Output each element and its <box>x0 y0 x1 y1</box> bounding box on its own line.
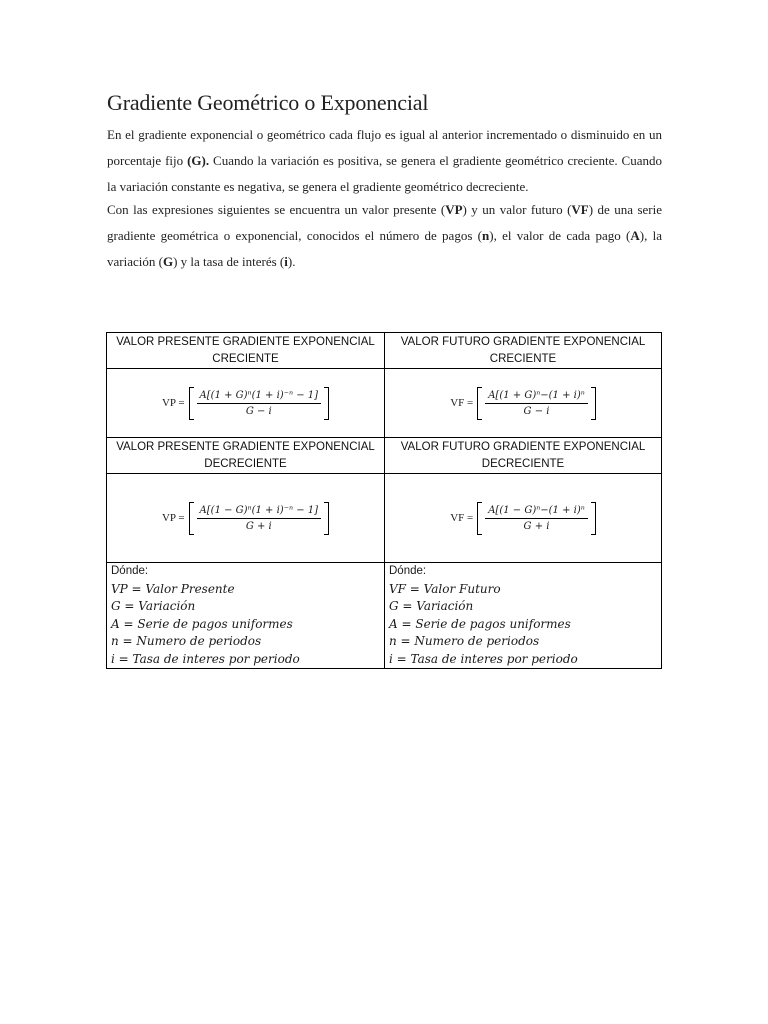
formula-row-decreciente <box>107 474 662 563</box>
p2-text-3: ) de una serie gradiente geométrica o exponencial, conocidos el número de pagos ( <box>107 202 662 243</box>
p2-text-6: ) y la tasa de interés ( <box>173 254 285 269</box>
header-vf-decreciente: VALOR FUTURO GRADIENTE EXPONENCIAL DECRECIENTE <box>385 438 662 474</box>
formula-fraction <box>485 505 588 532</box>
p2-text-7: ). <box>287 254 296 269</box>
p2-text-1: Con las expresiones siguientes se encuentra un valor presente ( <box>107 202 446 217</box>
formula-bracket <box>477 390 596 417</box>
p1-bold-g: (G). <box>187 153 210 168</box>
formula-cell-vf-decreciente <box>385 474 662 563</box>
header-row-creciente <box>107 333 662 369</box>
formula-bracket <box>189 505 330 532</box>
formula-lhs: VP = <box>161 397 185 409</box>
header-vf-creciente: VALOR FUTURO GRADIENTE EXPONENCIAL CRECIENTE <box>385 333 662 369</box>
header-row-decreciente <box>107 438 662 474</box>
formula-lhs: VF = <box>450 397 474 409</box>
p2-bold-vp: VP <box>445 202 463 217</box>
formula-numerator: A[(1 + G)ⁿ(1 + i)⁻ⁿ − 1] <box>197 390 322 404</box>
p1-text-1: En el gradiente exponencial o geométrico cada flujo es igual al anterior incrementado o disminuido en un porcentaje fijo <box>107 127 662 168</box>
p2-bold-a: A <box>630 228 640 243</box>
formula-lhs: VP = <box>161 512 185 524</box>
formula-denominator: G + i <box>245 520 272 532</box>
formula-numerator: A[(1 − G)ⁿ−(1 + i)ⁿ <box>485 505 588 519</box>
definition-line: G = Variación <box>111 599 196 613</box>
definitions-row <box>107 563 662 669</box>
intro-paragraph <box>107 122 662 200</box>
formula-numerator: A[(1 + G)ⁿ−(1 + i)ⁿ <box>485 390 588 404</box>
formula-cell-vp-creciente <box>107 369 385 438</box>
formula-denominator: G + i <box>523 520 550 532</box>
definitions-right <box>385 563 662 669</box>
p2-bold-i: i <box>284 254 288 269</box>
definition-line: VP = Valor Presente <box>111 581 235 596</box>
definition-line: n = Numero de periodos <box>111 634 262 648</box>
definition-line: i = Tasa de interes por periodo <box>389 651 578 666</box>
expressions-paragraph <box>107 197 662 275</box>
page-title: Gradiente Geométrico o Exponencial <box>107 90 429 115</box>
formula-vf-creciente <box>385 390 661 417</box>
formula-denominator: G − i <box>523 405 550 417</box>
formula-fraction <box>197 505 322 532</box>
formula-fraction <box>197 390 322 417</box>
definition-line: G = Variación <box>389 599 474 613</box>
definitions-title: Dónde: <box>389 565 427 577</box>
formula-table <box>106 332 662 669</box>
formula-numerator: A[(1 − G)ⁿ(1 + i)⁻ⁿ − 1] <box>197 505 322 519</box>
formula-lhs: VF = <box>450 512 474 524</box>
definitions-left <box>107 563 385 669</box>
formula-vf-decreciente <box>385 505 661 532</box>
formula-vp-creciente <box>107 390 384 417</box>
p2-bold-n: n <box>482 228 490 243</box>
formula-vp-decreciente <box>107 505 384 532</box>
definition-line: n = Numero de periodos <box>389 634 540 648</box>
p1-text-2: Cuando la variación es positiva, se genera el gradiente geométrico creciente. Cuando la variación constante es negativa, se genera el gradiente geométrico decreciente. <box>107 153 663 194</box>
p2-text-2: ) y un valor futuro ( <box>462 202 572 217</box>
header-vp-decreciente: VALOR PRESENTE GRADIENTE EXPONENCIAL DECRECIENTE <box>107 438 385 474</box>
header-vp-creciente: VALOR PRESENTE GRADIENTE EXPONENCIAL CRECIENTE <box>107 333 385 369</box>
formula-fraction <box>485 390 588 417</box>
p2-bold-g: G <box>162 254 174 269</box>
definition-line: VF = Valor Futuro <box>389 581 501 596</box>
definition-line: i = Tasa de interes por periodo <box>111 651 300 666</box>
p2-text-5: ), la variación ( <box>107 228 662 269</box>
definition-line: A = Serie de pagos uniformes <box>111 616 293 631</box>
definition-line: A = Serie de pagos uniformes <box>389 616 571 631</box>
formula-cell-vp-decreciente <box>107 474 385 563</box>
formula-denominator: G − i <box>245 405 272 417</box>
formula-cell-vf-creciente <box>385 369 662 438</box>
p2-bold-vf: VF <box>571 202 589 217</box>
p2-text-4: ), el valor de cada pago ( <box>489 228 631 243</box>
definitions-title: Dónde: <box>111 565 149 577</box>
formula-bracket <box>189 390 330 417</box>
formula-row-creciente <box>107 369 662 438</box>
formula-bracket <box>477 505 596 532</box>
